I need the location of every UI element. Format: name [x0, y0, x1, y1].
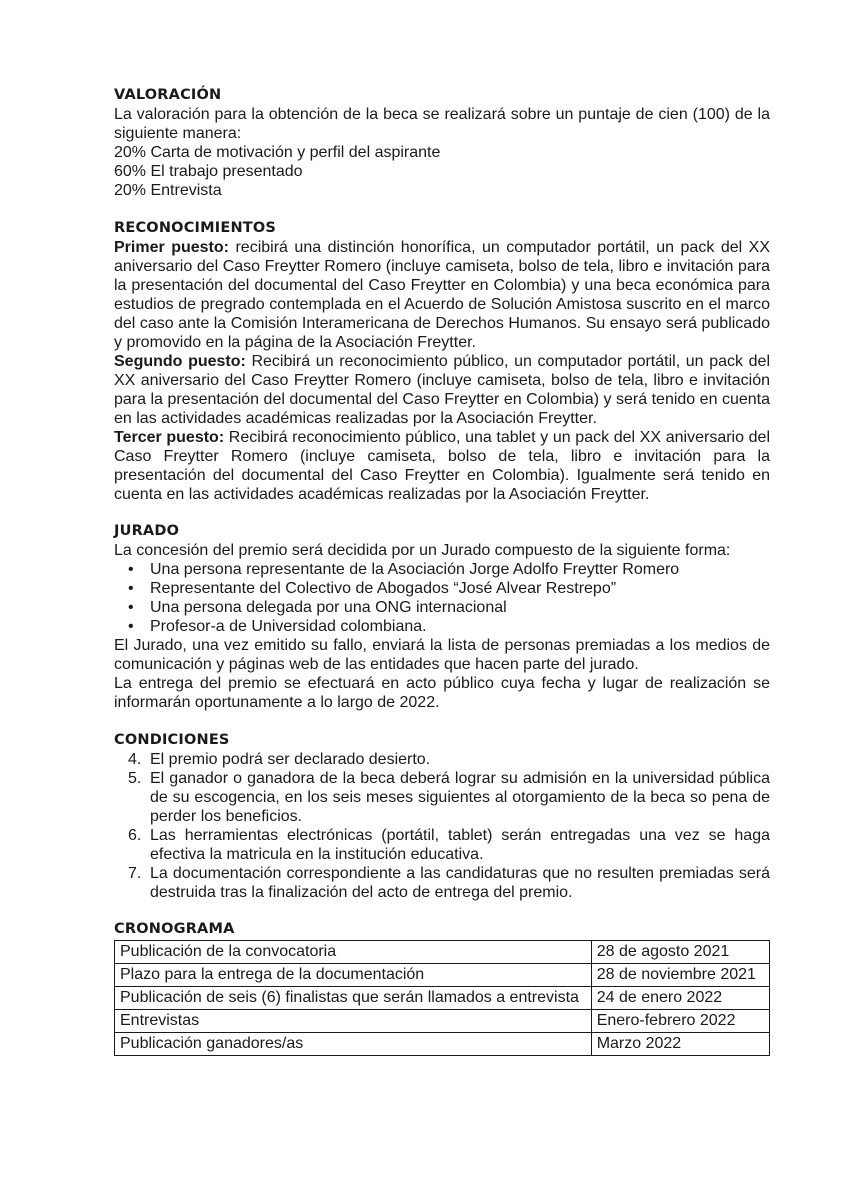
- condicion-text: Las herramientas electrónicas (portátil, tablet) serán entregadas una vez se haga efectiva la matricula en la institución educativa.: [150, 826, 770, 863]
- bullet-icon: •: [128, 599, 134, 616]
- table-cell-date: 24 de enero 2022: [591, 987, 769, 1010]
- jurado-intro: La concesión del premio será decidida por un Jurado compuesto de la siguiente forma:: [114, 542, 731, 559]
- primer-puesto-label: Primer puesto:: [114, 238, 229, 256]
- list-item: [114, 560, 770, 579]
- segundo-puesto-paragraph: [114, 352, 770, 428]
- table-cell-activity: Entrevistas: [115, 1010, 592, 1033]
- jurado-paragraph-entrega: La entrega del premio se efectuará en acto público cuya fecha y lugar de realización se informarán oportunamente a lo largo de 2022.: [114, 675, 770, 711]
- segundo-puesto-label: Segundo puesto:: [114, 352, 246, 370]
- jurado-heading: JURADO: [114, 523, 180, 539]
- reconocimientos-heading: RECONOCIMIENTOS: [114, 219, 277, 236]
- valoracion-item: 20% Entrevista: [114, 182, 222, 199]
- table-cell-date: 28 de noviembre 2021: [591, 964, 769, 987]
- list-item: [114, 864, 770, 902]
- table-cell-activity: Publicación de la convocatoria: [115, 941, 592, 964]
- jurado-member-text: Una persona representante de la Asociación Jorge Adolfo Freytter Romero: [150, 561, 680, 578]
- list-item: [114, 579, 770, 598]
- list-item: [114, 826, 770, 864]
- table-cell-date: 28 de agosto 2021: [591, 941, 769, 964]
- jurado-member-text: Representante del Colectivo de Abogados “José Alvear Restrepo”: [150, 580, 617, 597]
- cronograma-heading: CRONOGRAMA: [114, 921, 235, 937]
- condicion-text: El ganador o ganadora de la beca deberá lograr su admisión en la universidad pública de su escogencia, en los seis meses siguientes al otorgamiento de la beca so pena de perder los beneficios.: [150, 769, 770, 825]
- valoracion-item: 20% Carta de motivación y perfil del aspirante: [114, 144, 441, 161]
- tercer-puesto-text: Recibirá reconocimiento público, una tablet y un pack del XX aniversario del Caso Freytter Romero (incluye camiseta, bolso de tela, libro e invitación para la presentación del documental del Caso Freytter en Colombia). Igualmente será tenido en cuenta en las actividades académicas realizadas por la Asociación Freytter.: [114, 428, 770, 503]
- list-item: [114, 750, 770, 769]
- table-row: [115, 941, 770, 964]
- condiciones-list: [114, 750, 770, 902]
- table-row: [115, 1033, 770, 1056]
- table-row: [115, 987, 770, 1010]
- condiciones-heading: CONDICIONES: [114, 731, 230, 748]
- jurado-members-list: [114, 560, 770, 636]
- condicion-text: El premio podrá ser declarado desierto.: [150, 750, 431, 768]
- jurado-paragraph-fallo: El Jurado, una vez emitido su fallo, enviará la lista de personas premiadas a los medios de comunicación y páginas web de las entidades que hacen parte del jurado.: [114, 637, 770, 673]
- cronograma-table: [114, 940, 770, 1056]
- table-cell-activity: Publicación ganadores/as: [115, 1033, 592, 1056]
- primer-puesto-text: recibirá una distinción honorífica, un computador portátil, un pack del XX aniversario del Caso Freytter Romero (incluye camiseta, bolso de tela, libro e invitación para la presentación del documental del Caso Freytter en Colombia) y una beca económica para estudios de pregrado contemplada en el Acuerdo de Solución Amistosa suscrito en el marco del caso ante la Comisión Interamericana de Derechos Humanos. Su ensayo será publicado y promovido en la página de la Asociación Freytter.: [114, 238, 770, 351]
- bullet-icon: •: [128, 580, 134, 597]
- valoracion-intro-line-1: La valoración para la obtención de la beca se realizará sobre un puntaje de cien (100) de la: [114, 106, 770, 123]
- segundo-puesto-text: Recibirá un reconocimiento público, un computador portátil, un pack del XX aniversario del Caso Freytter Romero (incluye camiseta, bolso de tela, libro e invitación para la presentación del documental del Caso Freytter en Colombia) y será tenido en cuenta en las actividades académicas realizadas por la Asociación Freytter.: [114, 352, 770, 427]
- list-number: 4.: [128, 750, 142, 768]
- table-row: [115, 964, 770, 987]
- jurado-member-text: Una persona delegada por una ONG internacional: [150, 599, 507, 616]
- valoracion-item: 60% El trabajo presentado: [114, 163, 303, 180]
- section-jurado: [114, 522, 770, 712]
- list-number: 5.: [128, 769, 142, 787]
- section-condiciones: [114, 731, 770, 902]
- section-reconocimientos: [114, 219, 770, 504]
- bullet-icon: •: [128, 618, 134, 635]
- valoracion-intro-line-2: siguiente manera:: [114, 125, 242, 142]
- list-item: [114, 617, 770, 636]
- tercer-puesto-paragraph: [114, 428, 770, 504]
- table-row: [115, 1010, 770, 1033]
- tercer-puesto-label: Tercer puesto:: [114, 428, 225, 446]
- condicion-text: La documentación correspondiente a las candidaturas que no resulten premiadas será destruida tras la finalización del acto de entrega del premio.: [150, 864, 770, 901]
- primer-puesto-paragraph: [114, 238, 770, 352]
- bullet-icon: •: [128, 561, 134, 578]
- list-number: 6.: [128, 826, 142, 844]
- table-cell-date: Enero-febrero 2022: [591, 1010, 769, 1033]
- section-valoracion: [114, 86, 770, 200]
- list-item: [114, 769, 770, 826]
- table-cell-activity: Publicación de seis (6) finalistas que serán llamados a entrevista: [115, 987, 592, 1010]
- table-cell-activity: Plazo para la entrega de la documentación: [115, 964, 592, 987]
- document-page: [114, 86, 770, 1056]
- valoracion-heading: VALORACIÓN: [114, 87, 222, 103]
- list-number: 7.: [128, 864, 142, 882]
- table-cell-date: Marzo 2022: [591, 1033, 769, 1056]
- jurado-member-text: Profesor-a de Universidad colombiana.: [150, 618, 427, 635]
- list-item: [114, 598, 770, 617]
- section-cronograma: [114, 920, 770, 1056]
